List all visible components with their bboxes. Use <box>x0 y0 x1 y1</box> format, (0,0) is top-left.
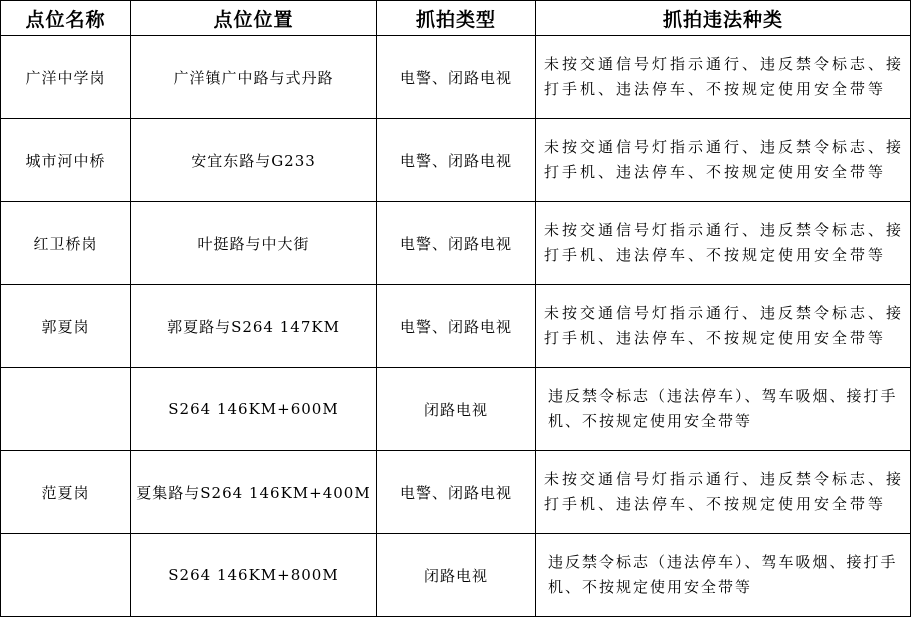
point-name-cell: 城市河中桥 <box>1 119 131 202</box>
violation-types-cell: 未按交通信号灯指示通行、违反禁令标志、接打手机、违法停车、不按规定使用安全带等 <box>536 451 911 534</box>
table-row <box>1 36 911 119</box>
violation-types-cell: 违反禁令标志（违法停车）、驾车吸烟、接打手机、不按规定使用安全带等 <box>536 534 911 617</box>
violation-types-cell: 未按交通信号灯指示通行、违反禁令标志、接打手机、违法停车、不按规定使用安全带等 <box>536 36 911 119</box>
point-name-cell: 红卫桥岗 <box>1 202 131 285</box>
header-capture-type: 抓拍类型 <box>377 1 536 36</box>
capture-type-cell: 闭路电视 <box>377 534 536 617</box>
table-row <box>1 451 911 534</box>
header-row <box>1 1 911 36</box>
capture-type-cell: 电警、闭路电视 <box>377 36 536 119</box>
header-point-name: 点位名称 <box>1 1 131 36</box>
point-location-cell: 夏集路与S264 146KM+400M <box>131 451 377 534</box>
point-location-cell: 安宜东路与G233 <box>131 119 377 202</box>
point-name-cell <box>1 534 131 617</box>
capture-type-cell: 电警、闭路电视 <box>377 202 536 285</box>
point-location-cell: 叶挺路与中大街 <box>131 202 377 285</box>
violation-types-cell: 未按交通信号灯指示通行、违反禁令标志、接打手机、违法停车、不按规定使用安全带等 <box>536 119 911 202</box>
point-location-cell: 广洋镇广中路与式丹路 <box>131 36 377 119</box>
capture-type-cell: 电警、闭路电视 <box>377 119 536 202</box>
capture-type-cell: 电警、闭路电视 <box>377 451 536 534</box>
table-row <box>1 119 911 202</box>
point-location-cell: S264 146KM+600M <box>131 368 377 451</box>
capture-type-cell: 电警、闭路电视 <box>377 285 536 368</box>
header-point-location: 点位位置 <box>131 1 377 36</box>
point-name-cell: 广洋中学岗 <box>1 36 131 119</box>
table-row <box>1 368 911 451</box>
point-name-cell: 郭夏岗 <box>1 285 131 368</box>
violation-types-cell: 未按交通信号灯指示通行、违反禁令标志、接打手机、违法停车、不按规定使用安全带等 <box>536 202 911 285</box>
table-row <box>1 285 911 368</box>
capture-type-cell: 闭路电视 <box>377 368 536 451</box>
table-row <box>1 202 911 285</box>
header-violation-types: 抓拍违法种类 <box>536 1 911 36</box>
point-location-cell: 郭夏路与S264 147KM <box>131 285 377 368</box>
violation-types-cell: 违反禁令标志（违法停车）、驾车吸烟、接打手机、不按规定使用安全带等 <box>536 368 911 451</box>
point-location-cell: S264 146KM+800M <box>131 534 377 617</box>
violation-types-cell: 未按交通信号灯指示通行、违反禁令标志、接打手机、违法停车、不按规定使用安全带等 <box>536 285 911 368</box>
point-name-cell: 范夏岗 <box>1 451 131 534</box>
table-row <box>1 534 911 617</box>
point-name-cell <box>1 368 131 451</box>
